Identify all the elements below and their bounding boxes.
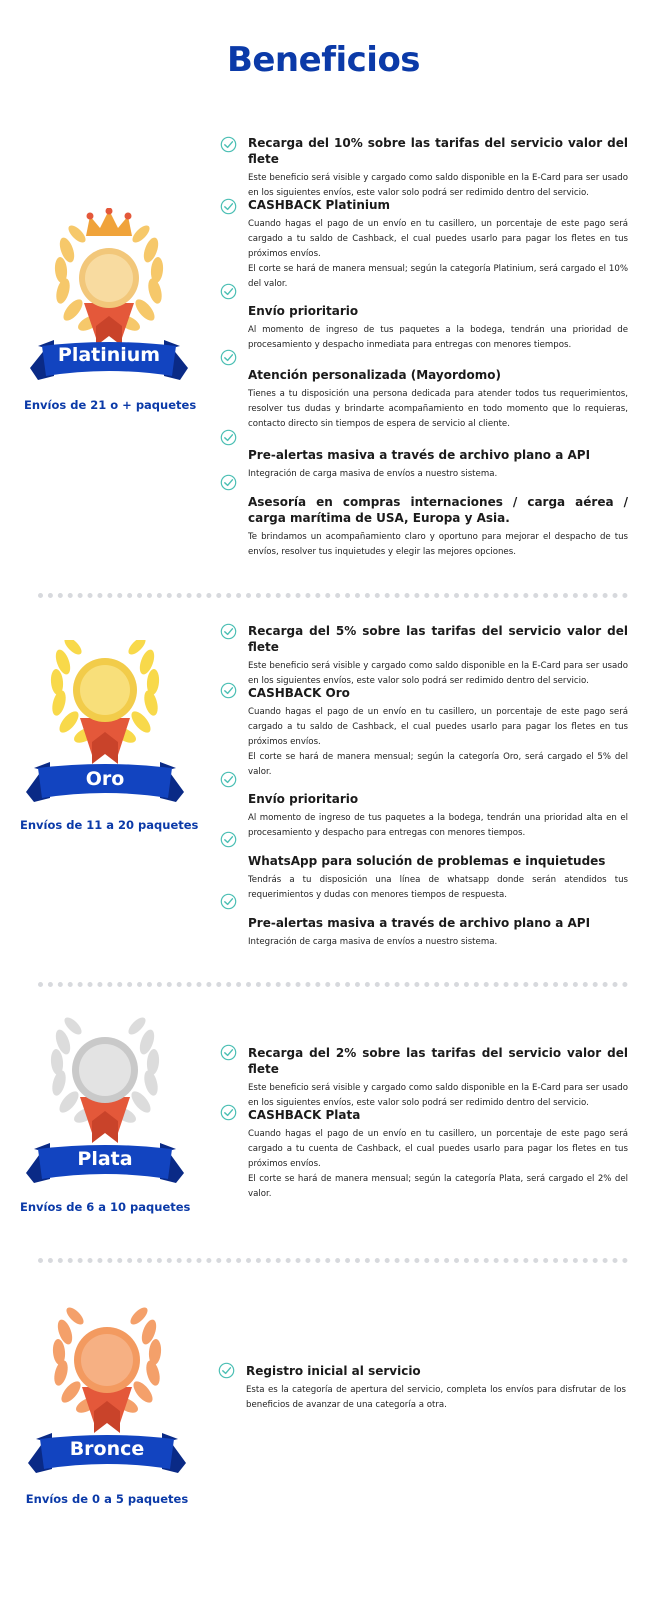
benefit-description-extra: El corte se hará de manera mensual; según la categoría Platinium, será cargado el 10% del valor. (248, 264, 628, 290)
benefit-description: Tendrás a tu disposición una línea de whatsapp donde serán atendidos tus requerimientos y dudas con menores tiempos de respuesta. (248, 875, 628, 901)
check-circle-icon (220, 831, 237, 848)
tier-range: Envíos de 0 a 5 paquetes (25, 1492, 189, 1506)
benefit-title: Recarga del 5% sobre las tarifas del servicio valor del flete (248, 624, 628, 655)
benefit-description: Cuando hagas el pago de un envío en tu casillero, un porcentaje de este pago será cargado a tu saldo de Cashback, el cual puedes usarlo para pagar los fletes en tus próximos envíos. (248, 219, 628, 260)
benefit-item (248, 303, 628, 353)
page-title: Beneficios (226, 40, 421, 80)
benefit-title: Envío prioritario (248, 792, 359, 806)
benefit-description: Cuando hagas el pago de un envío en tu casillero, un porcentaje de este pago será cargado a tu saldo de Cashback, el cual puedes usarlo para pagar los fletes en tus próximos envíos. (248, 707, 628, 748)
benefit-item (248, 447, 628, 482)
bronce-medal (22, 1305, 192, 1510)
check-circle-icon (220, 349, 237, 366)
check-circle-icon (220, 1104, 237, 1121)
benefit-title: Atención personalizada (Mayordomo) (248, 368, 501, 382)
medal-illustration (20, 1015, 190, 1220)
benefit-title: Asesoría en compras internaciones / carga aérea / carga marítima de USA, Europa y Asia. (248, 495, 628, 526)
benefit-item (248, 915, 628, 950)
check-circle-icon (220, 1044, 237, 1061)
benefit-title: Registro inicial al servicio (246, 1364, 421, 1378)
tier-range: Envíos de 6 a 10 paquetes (20, 1200, 191, 1214)
benefit-item (248, 1107, 628, 1202)
benefit-description: Integración de carga masiva de envíos a nuestro sistema. (248, 937, 498, 948)
tier-name: Bronce (69, 1438, 145, 1460)
benefit-description: Te brindamos un acompañamiento claro y oportuno para mejorar el despacho de tus envíos, resolver tus inquietudes y elegir las mejores opciones. (248, 532, 628, 558)
medal-illustration (24, 208, 194, 408)
medal-illustration (20, 640, 199, 840)
benefit-description: Este beneficio será visible y cargado como saldo disponible en la E-Card para ser usado en los siguientes envíos, este valor solo podrá ser redimido dentro del servicio. (248, 1083, 628, 1109)
benefit-title: WhatsApp para solución de problemas e inquietudes (248, 854, 606, 868)
benefit-description: Cuando hagas el pago de un envío en tu casillero, un porcentaje de este pago será cargado a tu cuenta de Cashback, el cual puedes usarlo para pagar los fletes en tus próximos envíos. (248, 1129, 628, 1170)
benefit-description: Integración de carga masiva de envíos a nuestro sistema. (248, 469, 498, 480)
tier-name: Plata (77, 1148, 133, 1170)
tier-name: Platinium (57, 344, 161, 366)
check-circle-icon (220, 474, 237, 491)
benefit-item (248, 1045, 628, 1111)
check-circle-icon (218, 1362, 235, 1379)
tier-range: Envíos de 21 o + paquetes (24, 398, 197, 412)
check-circle-icon (220, 198, 237, 215)
benefit-item (248, 367, 628, 432)
check-circle-icon (220, 429, 237, 446)
check-circle-icon (220, 682, 237, 699)
platinium-medal (24, 208, 197, 412)
benefit-item (248, 623, 628, 689)
plata-medal (20, 1015, 190, 1220)
check-circle-icon (220, 623, 237, 640)
benefit-title: CASHBACK Oro (248, 686, 350, 700)
benefit-description-extra: El corte se hará de manera mensual; según la categoría Plata, será cargado el 2% del valor. (248, 1174, 628, 1200)
benefit-description: Al momento de ingreso de tus paquetes a la bodega, tendrán una prioridad de procesamiento y despacho inmediata para entregas con menores tiempos. (248, 325, 628, 351)
benefit-title: CASHBACK Plata (248, 1108, 361, 1122)
benefit-description: Este beneficio será visible y cargado como saldo disponible en la E-Card para ser usado en los siguientes envíos, este valor solo podrá ser redimido dentro del servicio. (248, 173, 628, 199)
benefit-item (246, 1363, 626, 1413)
check-circle-icon (220, 283, 237, 300)
benefit-item (248, 791, 628, 841)
benefit-title: Envío prioritario (248, 304, 359, 318)
benefit-item (248, 685, 628, 780)
tier-name: Oro (85, 768, 125, 790)
benefit-description: Este beneficio será visible y cargado como saldo disponible en la E-Card para ser usado en los siguientes envíos, este valor solo podrá ser redimido dentro del servicio. (248, 661, 628, 687)
benefit-description: Al momento de ingreso de tus paquetes a la bodega, tendrán una prioridad alta en el procesamiento y despacho para entregas con menores tiempos. (248, 813, 628, 839)
section-divider (38, 982, 628, 987)
medal-illustration (22, 1305, 192, 1510)
tier-range: Envíos de 11 a 20 paquetes (20, 818, 199, 832)
benefit-description-extra: El corte se hará de manera mensual; según la categoría Oro, será cargado el 5% del valor. (248, 752, 628, 778)
benefit-description: Esta es la categoría de apertura del servicio, completa los envíos para disfrutar de los beneficios de avanzar de una categoría a otra. (246, 1385, 626, 1411)
section-divider (38, 1258, 628, 1263)
benefit-description: Tienes a tu disposición una persona dedicada para atender todos tus requerimientos, resolver tus dudas y brindarte acompañamiento en todo momento que lo requieras, contacto directo sin tiempos de espera de servicio al cliente. (248, 389, 628, 430)
benefit-item (248, 494, 628, 560)
section-divider (38, 593, 628, 598)
benefit-item (248, 197, 628, 292)
benefit-title: Pre-alertas masiva a través de archivo plano a API (248, 448, 591, 462)
benefit-title: Recarga del 2% sobre las tarifas del servicio valor del flete (248, 1046, 628, 1077)
check-circle-icon (220, 893, 237, 910)
benefit-item (248, 135, 628, 201)
check-circle-icon (220, 771, 237, 788)
benefit-title: Pre-alertas masiva a través de archivo plano a API (248, 916, 591, 930)
benefit-title: CASHBACK Platinium (248, 198, 391, 212)
check-circle-icon (220, 136, 237, 153)
oro-medal (20, 640, 199, 840)
benefit-title: Recarga del 10% sobre las tarifas del servicio valor del flete (248, 136, 628, 167)
benefit-item (248, 853, 628, 903)
